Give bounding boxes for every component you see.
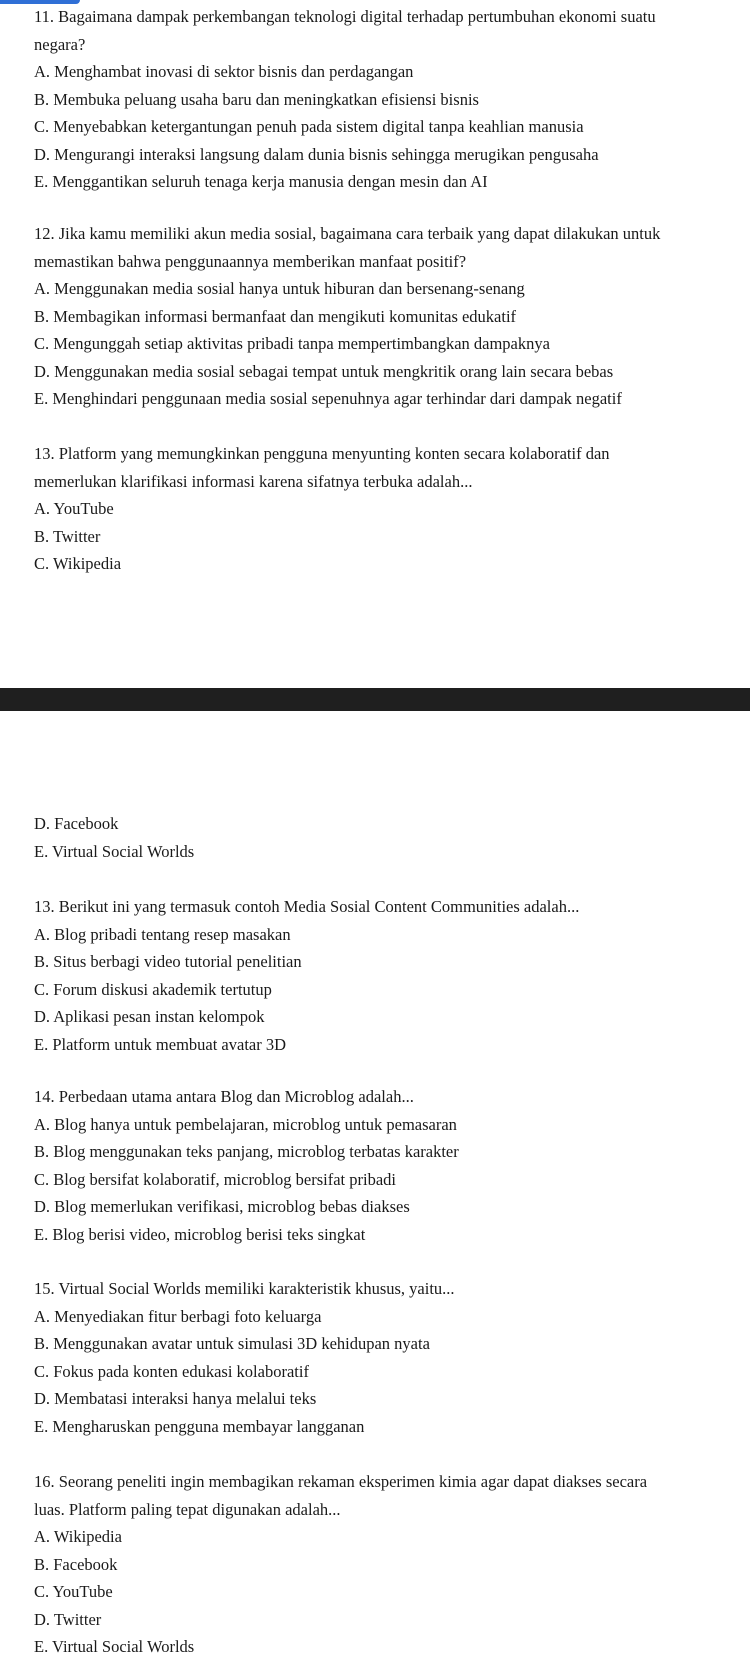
question-14 bbox=[34, 1083, 740, 1248]
question-13a-option-c: C. Wikipedia bbox=[34, 554, 122, 573]
question-13b bbox=[34, 893, 740, 1058]
question-12-option-d: D. Menggunakan media sosial sebagai tempat untuk mengkritik orang lain secara bebas bbox=[34, 361, 614, 381]
question-15-option-c: C. Fokus pada konten edukasi kolaboratif bbox=[34, 1361, 309, 1381]
question-16-text-line-2: luas. Platform paling tepat digunakan adalah... bbox=[34, 1499, 341, 1519]
question-16-option-e: E. Virtual Social Worlds bbox=[34, 1637, 195, 1656]
question-16-option-c: C. YouTube bbox=[34, 1582, 113, 1601]
question-15-option-a: A. Menyediakan fitur berbagi foto keluarga bbox=[34, 1306, 322, 1326]
question-12-option-c: C. Mengunggah setiap aktivitas pribadi tanpa mempertimbangkan dampaknya bbox=[34, 334, 550, 353]
question-13a-text-line-1: 13. Platform yang memungkinkan pengguna menyunting konten secara kolaboratif dan bbox=[34, 444, 610, 463]
question-16-option-b: B. Facebook bbox=[34, 1554, 118, 1574]
question-13b-option-a: A. Blog pribadi tentang resep masakan bbox=[34, 924, 291, 944]
question-14-option-e: E. Blog berisi video, microblog berisi teks singkat bbox=[34, 1224, 366, 1244]
question-15-text-line-1: 15. Virtual Social Worlds memiliki karakteristik khusus, yaitu... bbox=[34, 1279, 455, 1298]
question-12 bbox=[34, 220, 740, 413]
question-11-text-line-1: 11. Bagaimana dampak perkembangan teknologi digital terhadap pertumbuhan ekonomi suatu bbox=[34, 7, 656, 26]
question-11-option-a: A. Menghambat inovasi di sektor bisnis dan perdagangan bbox=[34, 62, 414, 81]
question-13a-option-d: D. Facebook bbox=[34, 814, 119, 833]
question-16-option-a: A. Wikipedia bbox=[34, 1527, 122, 1546]
question-15 bbox=[34, 1275, 740, 1440]
question-13b-text-line-1: 13. Berikut ini yang termasuk contoh Media Sosial Content Communities adalah... bbox=[34, 897, 580, 916]
question-13b-option-c: C. Forum diskusi akademik tertutup bbox=[34, 979, 272, 999]
question-16-option-d: D. Twitter bbox=[34, 1609, 102, 1629]
question-13b-option-d: D. Aplikasi pesan instan kelompok bbox=[34, 1007, 265, 1026]
question-11-option-e: E. Menggantikan seluruh tenaga kerja manusia dengan mesin dan AI bbox=[34, 172, 488, 191]
question-11-option-d: D. Mengurangi interaksi langsung dalam dunia bisnis sehingga merugikan pengusaha bbox=[34, 144, 599, 164]
question-13a bbox=[34, 440, 740, 578]
question-15-option-b: B. Menggunakan avatar untuk simulasi 3D kehidupan nyata bbox=[34, 1334, 430, 1353]
question-13b-option-e: E. Platform untuk membuat avatar 3D bbox=[34, 1034, 287, 1054]
question-13a-option-a: A. YouTube bbox=[34, 499, 114, 518]
question-15-option-d: D. Membatasi interaksi hanya melalui teks bbox=[34, 1389, 317, 1408]
question-12-option-e: E. Menghindari penggunaan media sosial sepenuhnya agar terhindar dari dampak negatif bbox=[34, 389, 622, 408]
question-11-option-c: C. Menyebabkan ketergantungan penuh pada sistem digital tanpa keahlian manusia bbox=[34, 117, 584, 136]
question-13a-option-e: E. Virtual Social Worlds bbox=[34, 841, 195, 861]
question-11 bbox=[34, 3, 740, 196]
question-13a-option-b: B. Twitter bbox=[34, 526, 101, 546]
page-break-bar bbox=[0, 688, 750, 711]
question-12-option-a: A. Menggunakan media sosial hanya untuk hiburan dan bersenang-senang bbox=[34, 279, 525, 298]
question-11-text-line-2: negara? bbox=[34, 34, 86, 54]
question-13b-option-b: B. Situs berbagi video tutorial penelitian bbox=[34, 952, 302, 971]
question-16 bbox=[34, 1468, 740, 1661]
question-12-text-line-2: memastikan bahwa penggunaannya memberikan manfaat positif? bbox=[34, 251, 467, 271]
question-16-text-line-1: 16. Seorang peneliti ingin membagikan rekaman eksperimen kimia agar dapat diakses secara bbox=[34, 1472, 648, 1491]
question-14-option-c: C. Blog bersifat kolaboratif, microblog bersifat pribadi bbox=[34, 1169, 396, 1189]
question-14-option-d: D. Blog memerlukan verifikasi, microblog bebas diakses bbox=[34, 1197, 410, 1216]
question-11-option-b: B. Membuka peluang usaha baru dan meningkatkan efisiensi bisnis bbox=[34, 89, 479, 109]
question-12-text-line-1: 12. Jika kamu memiliki akun media sosial, bagaimana cara terbaik yang dapat dilakukan untuk bbox=[34, 224, 661, 243]
question-14-option-b: B. Blog menggunakan teks panjang, microblog terbatas karakter bbox=[34, 1142, 459, 1161]
question-13a-text-line-2: memerlukan klarifikasi informasi karena sifatnya terbuka adalah... bbox=[34, 471, 473, 491]
question-13a-continued bbox=[34, 810, 740, 865]
question-14-text-line-1: 14. Perbedaan utama antara Blog dan Microblog adalah... bbox=[34, 1087, 414, 1106]
question-15-option-e: E. Mengharuskan pengguna membayar langganan bbox=[34, 1416, 365, 1436]
question-14-option-a: A. Blog hanya untuk pembelajaran, microblog untuk pemasaran bbox=[34, 1114, 457, 1134]
question-12-option-b: B. Membagikan informasi bermanfaat dan mengikuti komunitas edukatif bbox=[34, 306, 517, 326]
